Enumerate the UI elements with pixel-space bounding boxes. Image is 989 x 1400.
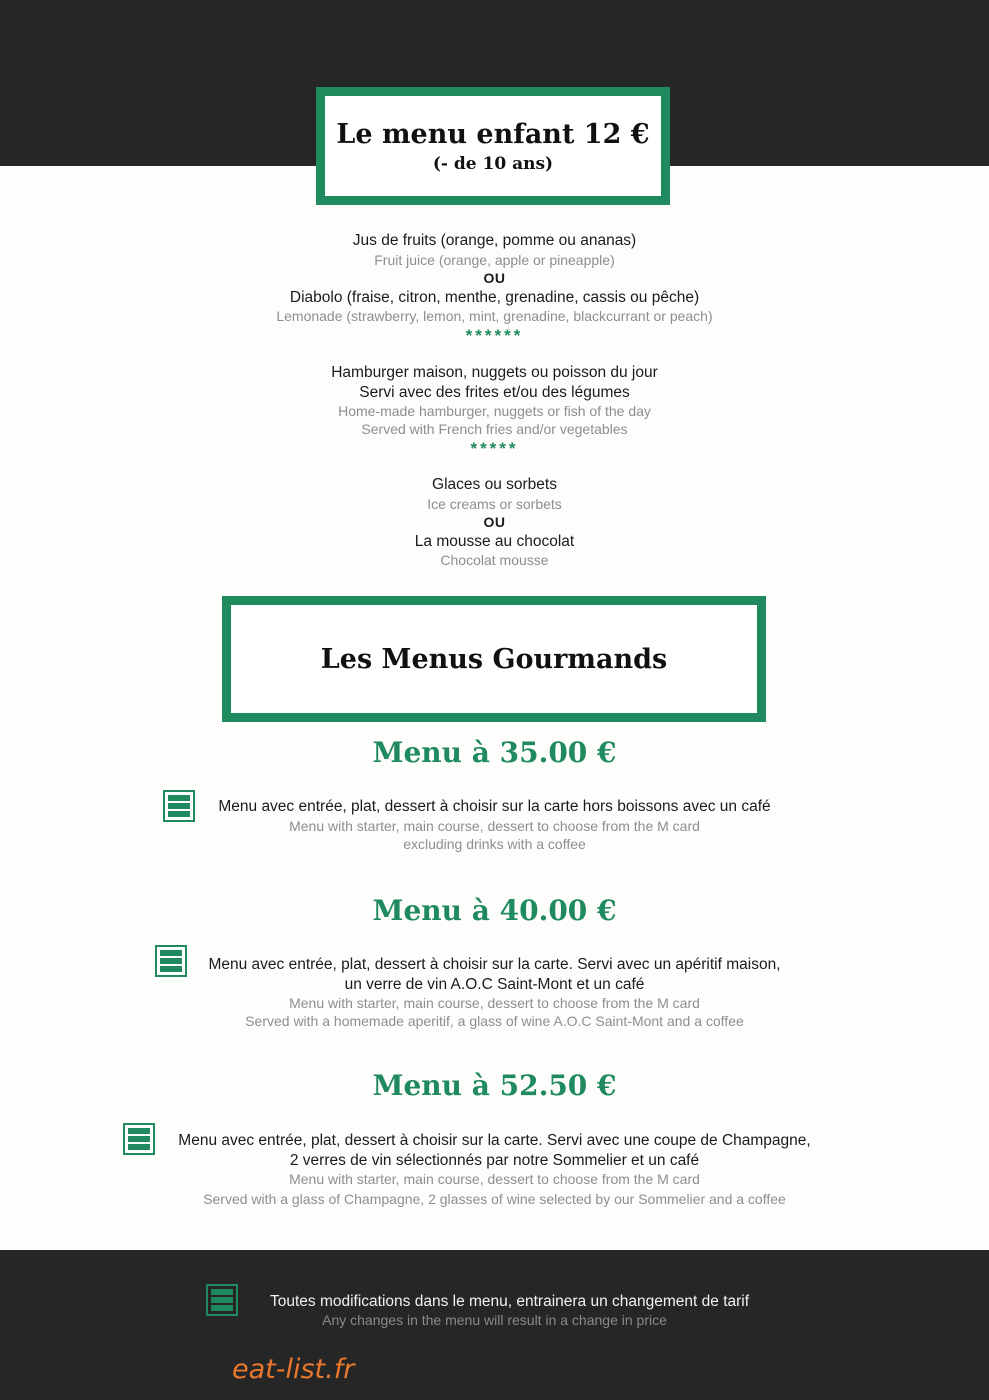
dessert-option-2-en: Chocolat mousse [440,552,549,568]
menu-35-en-line-1: Menu with starter, main course, dessert to choose from the M card [289,817,700,834]
menu-52-en-line-1: Menu with starter, main course, dessert to choose from the M card [289,1171,700,1187]
dessert-option-1-fr: Glaces ou sorbets [432,476,557,493]
menu-40-en-line-1: Menu with starter, main course, dessert to choose from the M card [289,995,700,1011]
watermark: eat-list.fr [232,1354,355,1385]
menu-35-fr-line-1: Menu avec entrée, plat, dessert à choisir sur la carte hors boissons avec un café [218,798,771,815]
gourmet-menus-title-box [222,596,766,722]
drink-option-1-en: Fruit juice (orange, apple or pineapple) [374,251,615,268]
dessert-option-2-fr: La mousse au chocolat [414,532,575,550]
menu-40-description [0,955,989,1030]
dessert-option-1-en: Ice creams or sorbets [427,495,562,512]
menu-52-en-line-2: Served with a glass of Champagne, 2 glasses of wine selected by our Sommelier and a coffee [203,1191,786,1207]
menu-52-fr-line-1: Menu avec entrée, plat, dessert à choisir sur la carte. Servi avec une coupe de Champagne, [178,1132,811,1149]
kids-menu-title: Le menu enfant 12 € [336,119,650,150]
kids-menu-drinks [0,231,989,347]
main-line-2-fr: Servi avec des frites et/ou des légumes [359,383,630,401]
separator-stars-1: ****** [465,326,524,345]
drink-or: OU [483,269,506,286]
menu-40-fr-line-2: un verre de vin A.O.C Saint-Mont et un café [344,975,645,993]
separator-stars-2: ***** [470,439,519,458]
main-line-1-en: Home-made hamburger, nuggets or fish of the day [338,403,651,419]
menu-52-fr-line-2: 2 verres de vin sélectionnés par notre Sommelier et un café [289,1151,700,1169]
main-line-1-fr: Hamburger maison, nuggets ou poisson du jour [331,364,658,381]
menu-35-en-line-2: excluding drinks with a coffee [403,835,586,852]
kids-menu-dessert [0,475,989,569]
drink-option-2-en: Lemonade (strawberry, lemon, mint, grenadine, blackcurrant or peach) [276,308,713,324]
kids-menu-subtitle: (- de 10 ans) [432,154,554,174]
kids-menu-title-box [316,87,670,205]
menu-40-en-line-2: Served with a homemade aperitif, a glass of wine A.O.C Saint-Mont and a coffee [245,1013,744,1029]
menu-52-description [0,1131,989,1208]
dessert-or: OU [483,513,506,530]
menu-35-description [0,797,989,853]
footer-notice [0,1292,989,1329]
gourmet-menus-title: Les Menus Gourmands [320,643,668,675]
drink-option-2-fr: Diabolo (fraise, citron, menthe, grenadine, cassis ou pêche) [289,288,700,306]
menu-40-fr-line-1: Menu avec entrée, plat, dessert à choisir sur la carte. Servi avec un apéritif maison, [208,956,781,973]
menu-35-price: Menu à 35.00 € [372,736,617,769]
footer-notice-en: Any changes in the menu will result in a change in price [322,1312,667,1328]
drink-option-1-fr: Jus de fruits (orange, pomme ou ananas) [352,232,637,249]
footer-notice-fr: Toutes modifications dans le menu, entrainera un changement de tarif [269,1293,750,1310]
menu-40-price: Menu à 40.00 € [372,894,617,927]
bottom-dark-band [0,1250,989,1400]
menu-52-price: Menu à 52.50 € [372,1069,617,1102]
kids-menu-main [0,363,989,460]
main-line-2-en: Served with French fries and/or vegetables [361,421,628,437]
